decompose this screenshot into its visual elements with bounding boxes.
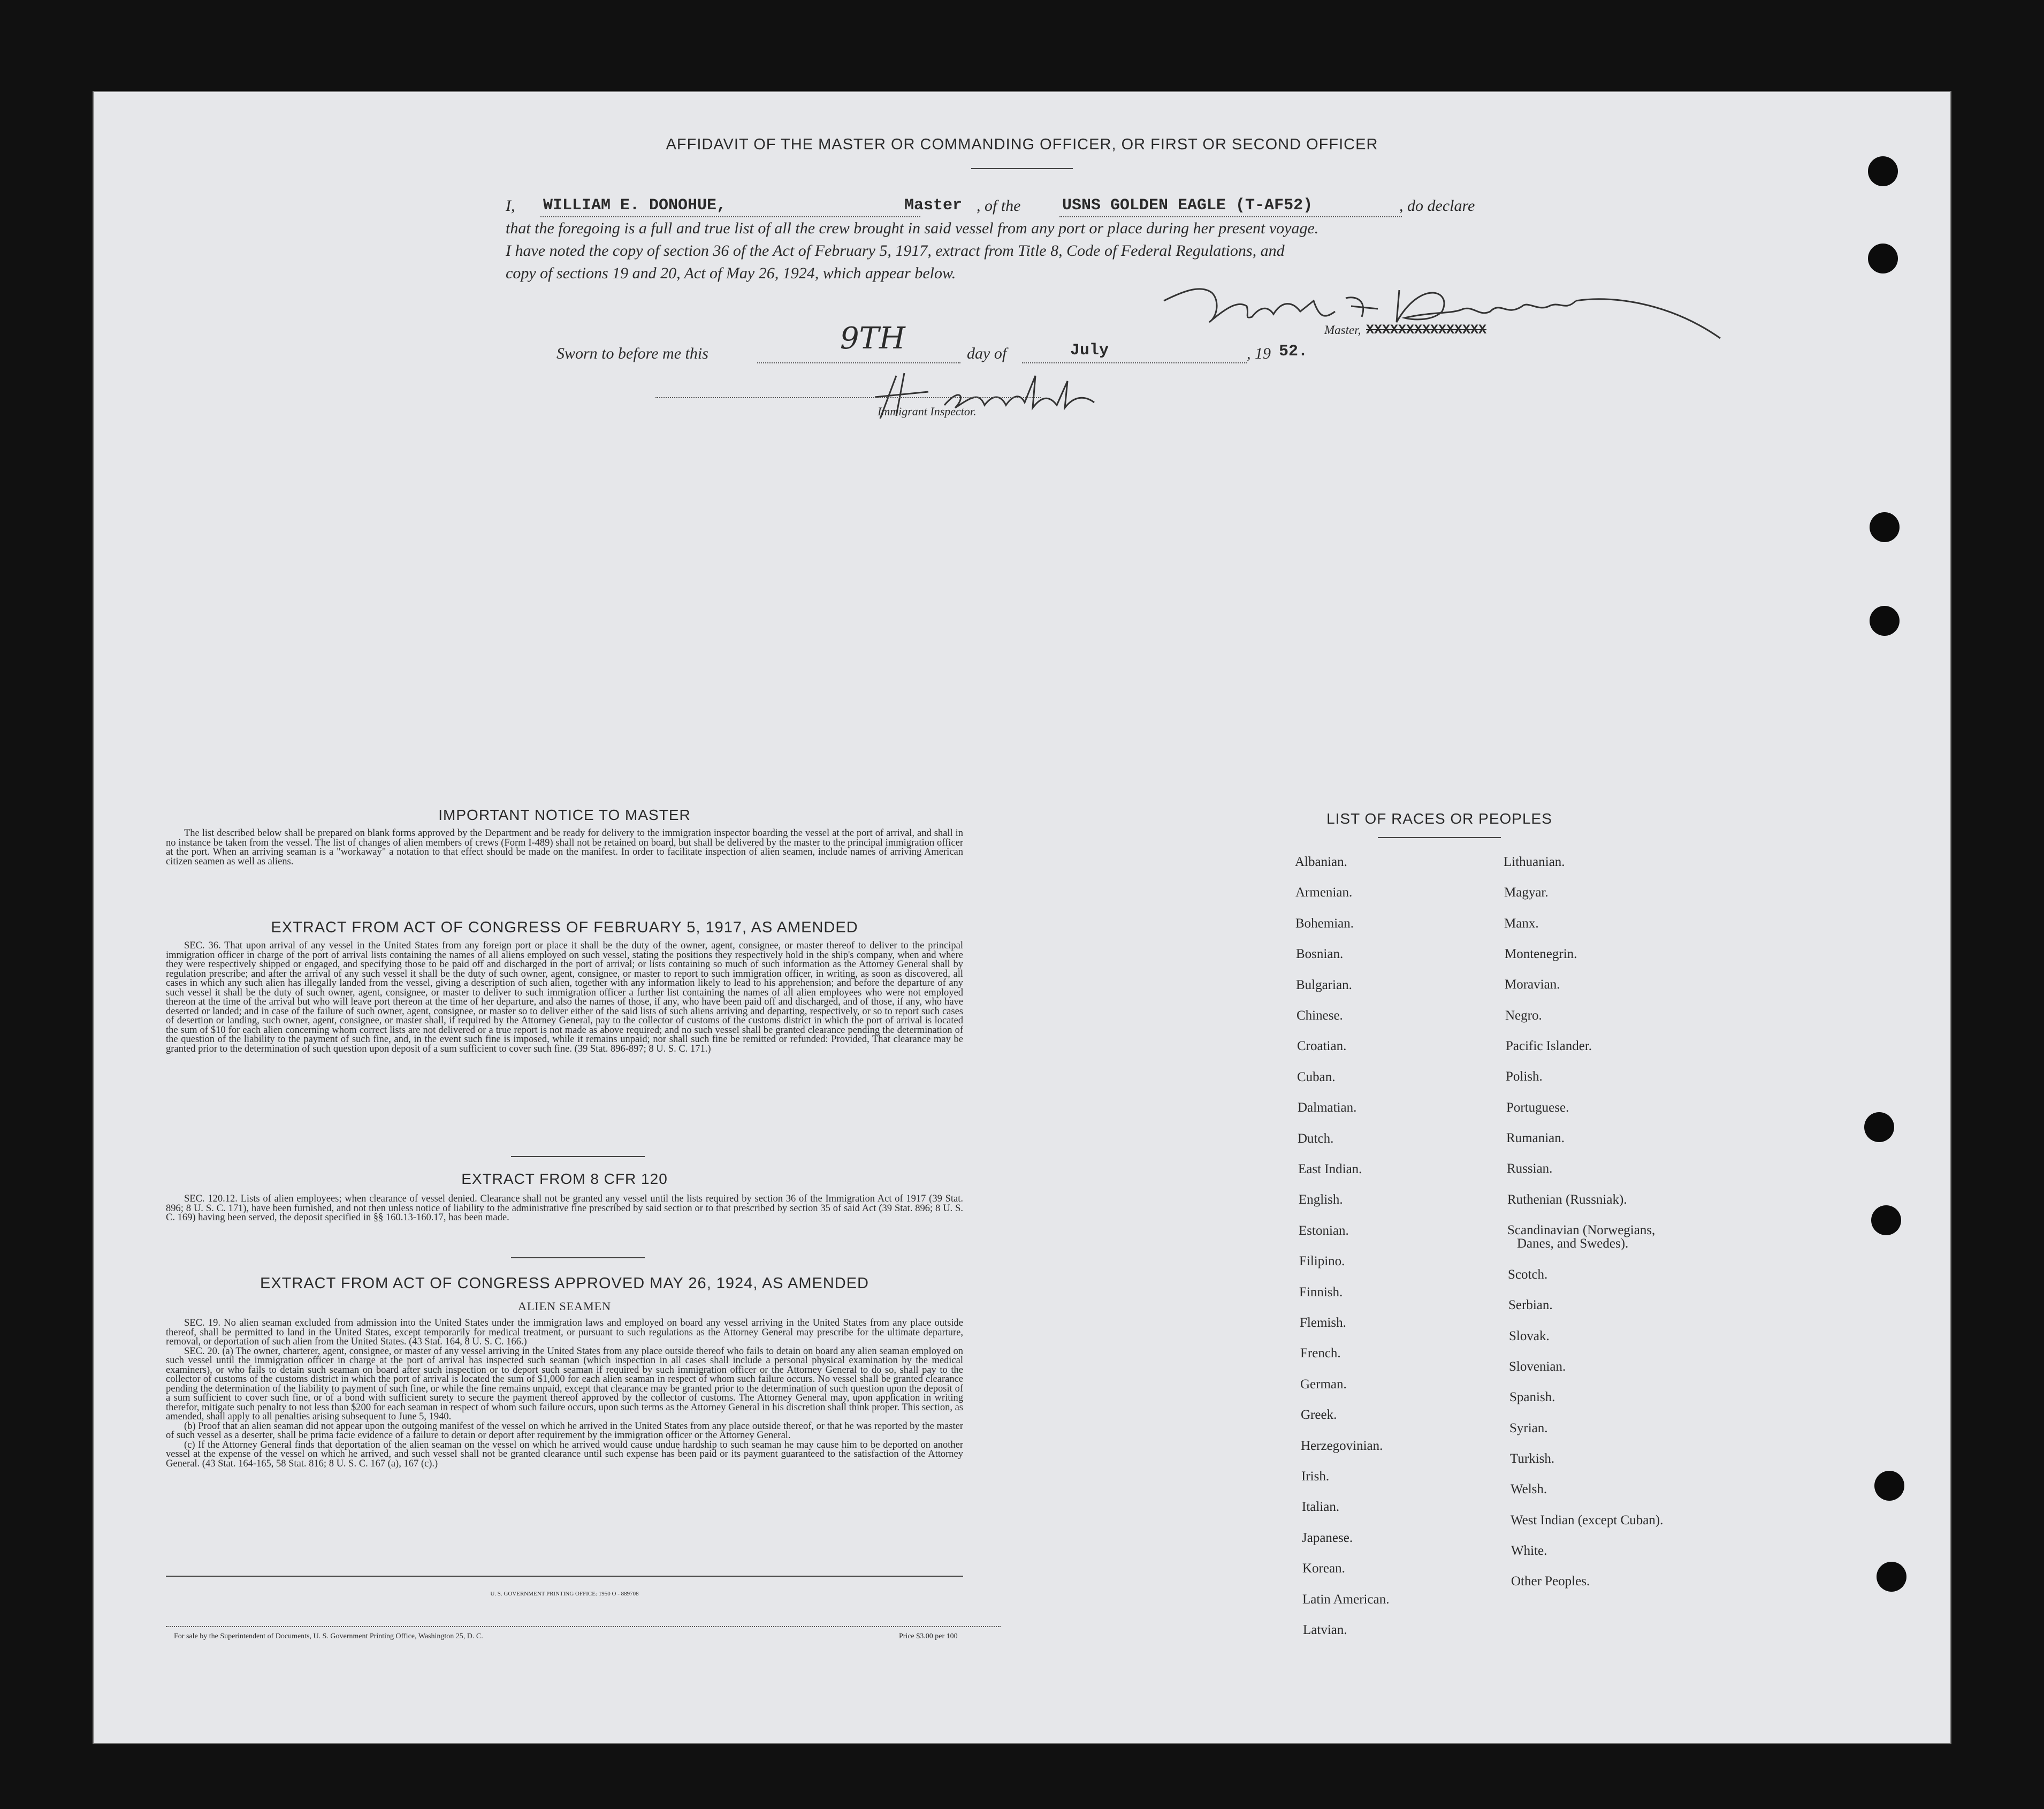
title-divider bbox=[971, 168, 1073, 169]
extract-cfr-title: EXTRACT FROM 8 CFR 120 bbox=[461, 1170, 668, 1187]
master-name: WILLIAM E. DONOHUE, bbox=[543, 196, 727, 215]
race-item: Albanian. bbox=[1295, 855, 1347, 869]
race-item: Estonian. bbox=[1299, 1223, 1349, 1238]
race-item: Finnish. bbox=[1299, 1284, 1343, 1299]
rank-value: Master bbox=[904, 196, 963, 215]
race-item: Russian. bbox=[1507, 1161, 1553, 1176]
year-value: 52. bbox=[1279, 343, 1308, 361]
race-item: Magyar. bbox=[1504, 885, 1549, 900]
race-item: Latvian. bbox=[1303, 1623, 1347, 1637]
race-item: Syrian. bbox=[1509, 1421, 1548, 1435]
race-item: German. bbox=[1300, 1377, 1347, 1392]
binder-hole bbox=[1868, 244, 1898, 273]
race-item: Moravian. bbox=[1505, 977, 1560, 992]
inspector-label: Immigrant Inspector. bbox=[878, 405, 977, 418]
race-item: Cuban. bbox=[1297, 1069, 1336, 1084]
master-signature bbox=[1153, 269, 1731, 354]
race-item: Bohemian. bbox=[1295, 916, 1354, 931]
divider bbox=[511, 1257, 645, 1258]
binder-hole bbox=[1864, 1112, 1894, 1142]
race-item: Flemish. bbox=[1300, 1316, 1346, 1330]
month-value: July bbox=[1070, 341, 1109, 360]
affidavit-line-2: that the foregoing is a full and true list of all the crew brought in said vessel from any port or place during her present voyage. bbox=[506, 219, 1319, 237]
vessel-name: USNS GOLDEN EAGLE (T-AF52) bbox=[1062, 196, 1313, 215]
day-of-label: day of bbox=[967, 345, 1007, 362]
race-item: Chinese. bbox=[1296, 1008, 1343, 1023]
race-item: West Indian (except Cuban). bbox=[1511, 1513, 1664, 1527]
races-title: LIST OF RACES OR PEOPLES bbox=[1326, 810, 1552, 827]
race-item: Filipino. bbox=[1299, 1254, 1345, 1269]
race-item: Bulgarian. bbox=[1296, 977, 1352, 992]
race-item: Slovak. bbox=[1509, 1329, 1550, 1343]
day-value: 9TH bbox=[840, 321, 905, 356]
race-item: Montenegrin. bbox=[1505, 947, 1577, 961]
binder-hole bbox=[1870, 512, 1900, 542]
race-item: Turkish. bbox=[1510, 1451, 1555, 1466]
binder-hole bbox=[1877, 1562, 1906, 1592]
race-item: French. bbox=[1300, 1346, 1341, 1361]
race-item: Other Peoples. bbox=[1511, 1574, 1590, 1588]
race-item: Lithuanian. bbox=[1504, 855, 1565, 869]
footer-sale-note: For sale by the Superintendent of Documents, U. S. Government Printing Office, Washington 25, D. C. bbox=[174, 1632, 483, 1640]
race-item: Serbian. bbox=[1508, 1298, 1553, 1312]
race-item: Pacific Islander. bbox=[1506, 1039, 1592, 1053]
binder-hole bbox=[1874, 1471, 1904, 1501]
notice-title: IMPORTANT NOTICE TO MASTER bbox=[438, 807, 691, 823]
notice-text: The list described below shall be prepared on blank forms approved by the Department and be ready for delivery to the immigration inspector boarding the vessel at the port of arrival, and shall in no instance be taken from the vessel. The list of changes of alien members of crews (Form I-489) shall not be retained on board, but shall be delivered by the master to the principal immigration officer at the port. When an arriving seaman is a "workaway" a notation to that effect should be made on the manifest. In order to facilitate inspection of alien seamen, include names of arriving American citizen seamen as well as aliens. bbox=[166, 828, 963, 867]
binder-hole bbox=[1871, 1205, 1901, 1235]
divider bbox=[166, 1576, 963, 1577]
do-declare-label: , do declare bbox=[1399, 197, 1475, 215]
year-prefix: , 19 bbox=[1247, 345, 1271, 362]
race-item: Manx. bbox=[1504, 916, 1539, 931]
extract-cfr-text: SEC. 120.12. Lists of alien employees; when clearance of vessel denied. Clearance shall not be granted any vessel until the lists required by section 36 of the Immigration Act of 1917 (39 Stat. 896; 8 U. S. C. 171), have been furnished, and not then unless notice of liability to the administrative fine prescribed by said section or to that prescribed by section 35 of said Act (39 Stat. 896; 8 U. S. C. 169) having been served, the deposit specified in §§ 160.13-160.17, has been made. bbox=[166, 1194, 963, 1223]
race-item: Italian. bbox=[1302, 1500, 1340, 1515]
race-item: White. bbox=[1511, 1544, 1547, 1558]
binder-hole bbox=[1870, 606, 1900, 636]
race-item: Spanish. bbox=[1509, 1390, 1555, 1404]
race-item: Portuguese. bbox=[1506, 1100, 1569, 1115]
race-item: Irish. bbox=[1301, 1469, 1330, 1484]
race-item: Dutch. bbox=[1298, 1131, 1334, 1146]
master-struck-text: XXXXXXXXXXXXXXX bbox=[1366, 322, 1487, 338]
document-page bbox=[94, 92, 1950, 1743]
race-item: Armenian. bbox=[1295, 885, 1353, 900]
race-item: Danes, and Swedes). bbox=[1517, 1236, 1629, 1251]
affidavit-line-4: copy of sections 19 and 20, Act of May 26, 1924, which appear below. bbox=[506, 264, 956, 282]
affidavit-title: AFFIDAVIT OF THE MASTER OR COMMANDING OFFICER, OR FIRST OR SECOND OFFICER bbox=[666, 136, 1378, 153]
divider bbox=[511, 1156, 645, 1157]
race-item: Japanese. bbox=[1302, 1530, 1353, 1545]
races-divider bbox=[1378, 837, 1501, 838]
race-item: Bosnian. bbox=[1296, 947, 1344, 962]
printing-office-note: U. S. GOVERNMENT PRINTING OFFICE: 1950 O - 889708 bbox=[490, 1591, 639, 1597]
race-item: Scotch. bbox=[1508, 1267, 1548, 1282]
extract-1924-text: SEC. 19. No alien seaman excluded from admission into the United States under the immigration laws and employed on board any vessel arriving in the United States from any place outside thereof, shall be permitted to land in the United States, except temporarily for medical treatment, or pursuant to such regulations as the Attorney General may prescribe for the ultimate departure, removal, or deportation of such alien from the United States. (43 Stat. 164, 8 U. S. C. 166.) SEC. 20. (a) The owner, charterer, agent, consignee, or master of any vessel arriving in the United States from any place outside thereof who fails to detain on board any alien seaman employed on such vessel until the immigration officer in charge at the port of arrival has inspected such seaman (which inspection in all cases shall include a personal physical examination by the medical examiners), or who fails to detain such seaman on board after such inspection or to deport such seaman if required by such immigration officer or the Attorney General to do so, shall pay to the collector of customs of the customs district in which the port of arrival is located the sum of $1,000 for each alien seaman in respect of whom such failure occurs. No vessel shall be granted clearance pending the determination of the liability to payment of such fine, or while the fine remains unpaid, except that clearance may be granted prior to the determination of such question upon the deposit of a sum sufficient to cover such fine, or of a bond with sufficient surety to secure the payment thereof approved by the collector of customs. The Attorney General may, upon application in writing therefor, mitigate such penalty to not less than $200 for each seaman in respect of whom such failure occurs, upon such terms as the Attorney General in his discretion shall think proper. This section, as amended, shall apply to all penalties arising subsequent to June 5, 1940. (b) Proof that an alien seaman did not appear upon the outgoing manifest of the vessel on which he arrived in the United States from any place outside thereof, or that he was reported by the master of such vessel as a deserter, shall be prima facie evidence of a failure to detain or deport after requirement by the immigration officer or the Attorney General. (c) If the Attorney General finds that deportation of the alien seaman on the vessel on which he arrived would cause undue hardship to such seaman he may cause him to be deported on another vessel at the expense of the vessel on which he arrived, and such vessel shall not be granted clearance until such expense has been paid or its payment guaranteed to the satisfaction of the Attorney General. (43 Stat. 164-165, 58 Stat. 816; 8 U. S. C. 167 (a), 167 (c).) bbox=[166, 1318, 963, 1469]
race-item: East Indian. bbox=[1298, 1162, 1362, 1176]
race-item: Dalmatian. bbox=[1298, 1100, 1357, 1115]
extract-1917-title: EXTRACT FROM ACT OF CONGRESS OF FEBRUARY 5, 1917, AS AMENDED bbox=[271, 919, 858, 936]
binder-hole bbox=[1868, 156, 1898, 186]
extract-1917-text: SEC. 36. That upon arrival of any vessel in the United States from any foreign port or place it shall be the duty of the owner, agent, consignee, or master thereof to deliver to the principal immigration officer in charge of the port of arrival lists containing the names of all aliens employed on such vessel, stating the positions they respectively hold in the ship's company, when and where they were respectively shipped or engaged, and specifying those to be paid off and discharged in the port of arrival; or lists containing so much of such information as the Attorney General shall by regulation prescribe; and after the arrival of any such vessel it shall be the duty of such owner, agent, consignee, or master to report to such immigration officer, in writing, as soon as discovered, all cases in which any such alien has illegally landed from the vessel, giving a description of such alien, together with any information likely to lead to his apprehension; and before the departure of any such vessel it shall be the duty of such owner, agent, consignee, or master to deliver to such immigration officer a further list containing the names of all alien employees who were not employed thereon at the time of the arrival but who will leave port thereon at the time of her departure, and also the names of those, if any, who have been paid off and discharged, and of those, if any, who have deserted or landed; and in case of the failure of such owner, agent, consignee, or master so to deliver either of the said lists of such aliens arriving and departing, respectively, or so to report such cases of desertion or landing, such owner, agent, consignee, or master shall, if required by the Attorney General, pay to the collector of customs of the customs district in which the port of arrival is located the sum of $10 for each alien concerning whom correct lists are not delivered or a true report is not made as above required; and no such vessel shall be granted clearance pending the determination of the question of the liability to the payment of such fine, and, in the event such fine is imposed, while it remains unpaid; nor shall such fine be remitted or refunded: Provided, That clearance may be granted prior to the determination of such question upon deposit of a sum sufficient to cover such fine. (39 Stat. 896-897; 8 U. S. C. 171.) bbox=[166, 940, 963, 1054]
race-item: Herzegovinian. bbox=[1301, 1438, 1383, 1453]
race-item: Latin American. bbox=[1302, 1592, 1390, 1607]
extract-1924-subtitle: ALIEN SEAMEN bbox=[518, 1299, 611, 1313]
sworn-label: Sworn to before me this bbox=[556, 345, 708, 362]
race-item: English. bbox=[1299, 1192, 1343, 1207]
race-item: Korean. bbox=[1302, 1561, 1345, 1576]
race-item: Polish. bbox=[1506, 1069, 1543, 1084]
footer-price: Price $3.00 per 100 bbox=[899, 1632, 958, 1640]
master-label: Master, bbox=[1324, 323, 1361, 337]
race-item: Greek. bbox=[1301, 1408, 1337, 1423]
affidavit-line-3: I have noted the copy of section 36 of the Act of February 5, 1917, extract from Title 8, Code of Federal Regulations, and bbox=[506, 242, 1285, 260]
race-item: Rumanian. bbox=[1506, 1131, 1565, 1145]
race-item: Slovenian. bbox=[1509, 1359, 1566, 1374]
affidavit-i: I, bbox=[506, 197, 515, 215]
race-item: Ruthenian (Russniak). bbox=[1507, 1192, 1627, 1207]
race-item: Welsh. bbox=[1511, 1482, 1547, 1496]
race-item: Croatian. bbox=[1297, 1039, 1347, 1054]
race-item: Negro. bbox=[1505, 1008, 1542, 1023]
extract-1924-title: EXTRACT FROM ACT OF CONGRESS APPROVED MAY 26, 1924, AS AMENDED bbox=[260, 1275, 869, 1292]
of-the-label: , of the bbox=[977, 197, 1021, 215]
race-item: Scandinavian (Norwegians, bbox=[1507, 1223, 1656, 1237]
